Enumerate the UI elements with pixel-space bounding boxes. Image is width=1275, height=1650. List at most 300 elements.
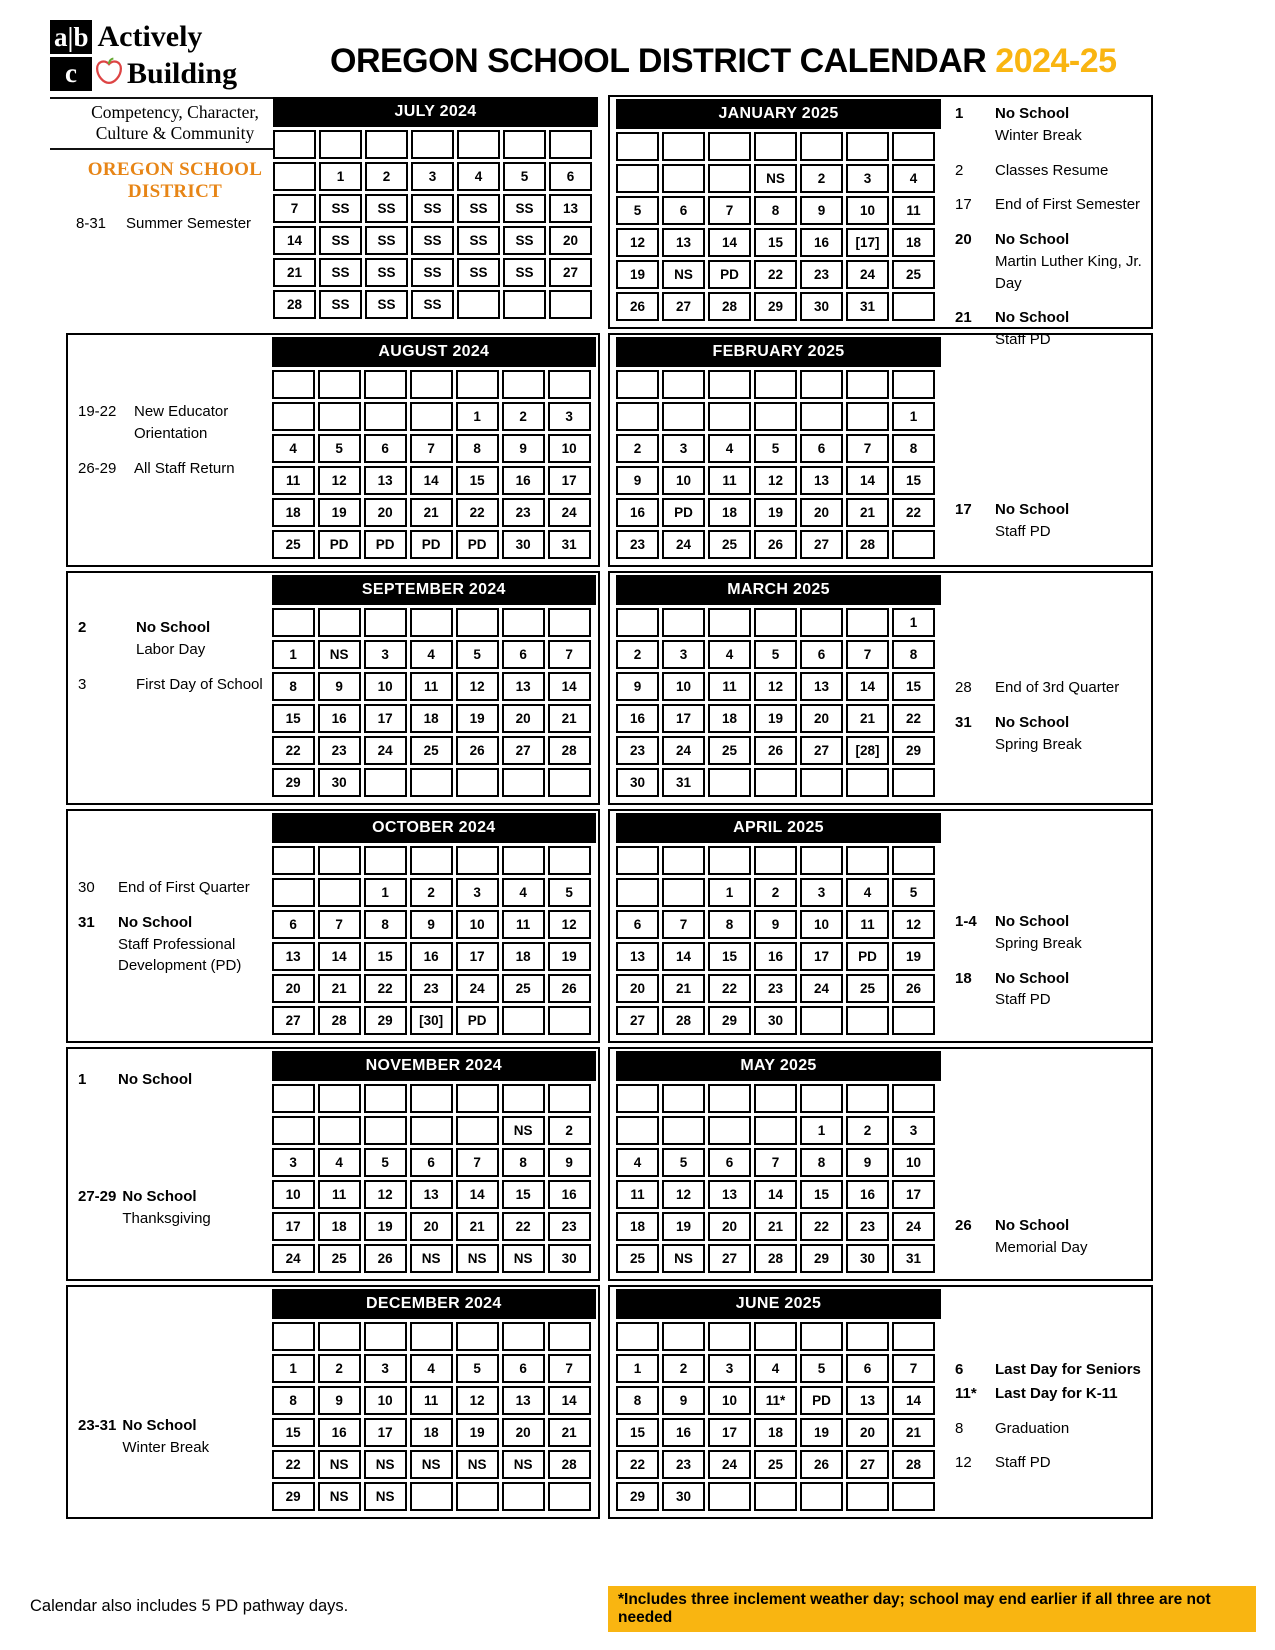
day-cell: 2 (318, 1354, 361, 1383)
day-cell: 5 (754, 640, 797, 669)
note-line: Martin Luther King, Jr. Day (995, 252, 1142, 292)
day-cell: 5 (364, 1148, 407, 1177)
note-line: Thanksgiving (122, 1209, 211, 1227)
day-cell (273, 162, 316, 191)
day-cell (662, 608, 705, 637)
day-cell: 6 (708, 1148, 751, 1177)
day-cell: 19 (456, 704, 499, 733)
month-title: FEBRUARY 2025 (616, 337, 941, 367)
week-row (272, 1006, 591, 1035)
day-cell: 6 (846, 1354, 889, 1383)
note-date: 8 (955, 1419, 964, 1437)
day-cell (800, 402, 843, 431)
note-text (995, 1359, 1141, 1381)
day-cell: 28 (754, 1244, 797, 1273)
month-grid (613, 1081, 938, 1276)
day-cell (503, 290, 546, 319)
month-title: NOVEMBER 2024 (272, 1051, 596, 1081)
day-cell (502, 1482, 545, 1511)
week-row (272, 402, 591, 431)
day-cell: 15 (892, 672, 935, 701)
month-title: SEPTEMBER 2024 (272, 575, 596, 605)
day-cell: 31 (548, 530, 591, 559)
day-cell (800, 132, 843, 161)
month-march (616, 575, 941, 803)
day-cell: 13 (502, 1386, 545, 1415)
day-cell: SS (365, 226, 408, 255)
day-cell: 19 (754, 704, 797, 733)
day-cell: 8 (754, 196, 797, 225)
note-text (134, 458, 235, 480)
week-row (616, 434, 935, 463)
day-cell: 19 (662, 1212, 705, 1241)
calendar-note (78, 458, 272, 480)
day-cell: PD (410, 530, 453, 559)
day-cell (616, 164, 659, 193)
day-cell (272, 878, 315, 907)
day-cell: 21 (846, 704, 889, 733)
day-cell: 8 (272, 672, 315, 701)
week-row (272, 434, 591, 463)
day-cell: 6 (800, 434, 843, 463)
day-cell: 6 (616, 910, 659, 939)
day-cell (616, 1084, 659, 1113)
day-cell: NS (502, 1244, 545, 1273)
day-cell (754, 132, 797, 161)
week-row (272, 1148, 591, 1177)
day-cell (456, 846, 499, 875)
note-date: 1 (955, 105, 964, 122)
note-text (136, 674, 263, 696)
day-cell: 21 (273, 258, 316, 287)
month-panel-november (66, 1047, 600, 1281)
day-cell (410, 1084, 453, 1113)
note-text (118, 912, 241, 977)
month-panel-february (608, 333, 1153, 567)
day-cell: 6 (662, 196, 705, 225)
week-row (616, 608, 935, 637)
week-row (272, 466, 591, 495)
month-title: APRIL 2025 (616, 813, 941, 843)
day-cell (754, 1482, 797, 1511)
day-cell: 4 (410, 1354, 453, 1383)
week-row (616, 132, 935, 161)
day-cell: SS (411, 226, 454, 255)
day-cell: PD (318, 530, 361, 559)
day-cell (364, 370, 407, 399)
day-cell: 29 (892, 736, 935, 765)
day-cell: 12 (456, 1386, 499, 1415)
day-cell (410, 768, 453, 797)
note-date: 26 (955, 1217, 972, 1234)
note-date: 6 (955, 1361, 964, 1378)
pathway-days-note: Calendar also includes 5 PD pathway days. (30, 1597, 349, 1615)
week-row (616, 974, 935, 1003)
day-cell: 20 (846, 1418, 889, 1447)
day-cell: 25 (318, 1244, 361, 1273)
day-cell: 14 (892, 1386, 935, 1415)
note-text (995, 499, 1069, 543)
logo-word-building: Building (127, 56, 238, 90)
month-title: JULY 2024 (273, 97, 598, 127)
week-row (273, 226, 592, 255)
day-cell: 27 (662, 292, 705, 321)
day-cell: 16 (616, 704, 659, 733)
week-row (272, 1354, 591, 1383)
day-cell: 20 (800, 498, 843, 527)
day-cell: 23 (662, 1450, 705, 1479)
day-cell: 9 (318, 672, 361, 701)
month-grid (269, 1081, 594, 1276)
day-cell: 8 (456, 434, 499, 463)
note-text (118, 877, 250, 899)
note-line: Graduation (995, 1419, 1070, 1437)
calendar-note (955, 160, 1151, 182)
day-cell: 22 (364, 974, 407, 1003)
day-cell: 13 (502, 672, 545, 701)
week-row (616, 1244, 935, 1273)
note-date: 1 (78, 1071, 87, 1088)
day-cell: 1 (616, 1354, 659, 1383)
day-cell: 28 (318, 1006, 361, 1035)
day-cell (272, 1116, 315, 1145)
day-cell: 11 (410, 1386, 453, 1415)
note-text (995, 103, 1082, 147)
day-cell: 3 (411, 162, 454, 191)
day-cell (548, 846, 591, 875)
day-cell (800, 608, 843, 637)
month-september (272, 575, 596, 803)
day-cell: 3 (662, 434, 705, 463)
day-cell: 4 (892, 164, 935, 193)
month-title: MAY 2025 (616, 1051, 941, 1081)
calendar-note (78, 1186, 272, 1230)
day-cell: 9 (662, 1386, 705, 1415)
week-row (616, 672, 935, 701)
day-cell: 20 (800, 704, 843, 733)
note-line: Last Day for K-11 (995, 1384, 1118, 1402)
note-text (126, 213, 251, 235)
month-notes (68, 335, 272, 565)
month-january (616, 99, 941, 327)
day-cell: 6 (502, 640, 545, 669)
note-line: Last Day for Seniors (995, 1361, 1141, 1378)
day-cell: 27 (708, 1244, 751, 1273)
day-cell: 29 (272, 768, 315, 797)
week-row (272, 704, 591, 733)
day-cell (319, 130, 362, 159)
day-cell: 26 (616, 292, 659, 321)
day-cell (410, 1482, 453, 1511)
day-cell: 1 (708, 878, 751, 907)
logo-letter-c: c (50, 57, 92, 91)
week-row (616, 1354, 935, 1383)
day-cell: 19 (548, 942, 591, 971)
day-cell: 8 (892, 640, 935, 669)
day-cell: 8 (502, 1148, 545, 1177)
month-notes (941, 573, 1151, 803)
day-cell: 11* (754, 1386, 797, 1415)
day-cell (616, 846, 659, 875)
day-cell: 26 (754, 530, 797, 559)
note-text (136, 617, 210, 661)
note-line: End of First Quarter (118, 879, 250, 896)
month-notes (68, 573, 272, 803)
day-cell (846, 1482, 889, 1511)
day-cell: 22 (892, 498, 935, 527)
week-row (272, 1322, 591, 1351)
day-cell: NS (364, 1482, 407, 1511)
month-june (616, 1289, 941, 1517)
day-cell: 7 (846, 640, 889, 669)
note-date: 11* (955, 1384, 977, 1402)
day-cell (846, 608, 889, 637)
day-cell: 24 (708, 1450, 751, 1479)
note-line: Summer Semester (126, 215, 252, 232)
day-cell: 20 (364, 498, 407, 527)
day-cell: PD (456, 530, 499, 559)
day-cell: 2 (800, 164, 843, 193)
note-line: Labor Day (136, 640, 206, 658)
day-cell (800, 1084, 843, 1113)
day-cell: SS (457, 226, 500, 255)
day-cell: 30 (754, 1006, 797, 1035)
day-cell: SS (503, 258, 546, 287)
month-grid (613, 129, 938, 324)
day-cell: 15 (892, 466, 935, 495)
month-grid (269, 1319, 594, 1514)
day-cell: 10 (456, 910, 499, 939)
month-grid (269, 367, 594, 562)
day-cell (754, 402, 797, 431)
week-row (272, 1116, 591, 1145)
day-cell: 26 (364, 1244, 407, 1273)
logo-line-1 (50, 20, 300, 54)
day-cell: 12 (364, 1180, 407, 1209)
day-cell: 20 (410, 1212, 453, 1241)
day-cell (616, 878, 659, 907)
month-october (272, 813, 596, 1041)
day-cell: 7 (318, 910, 361, 939)
note-text (995, 1452, 1051, 1474)
day-cell: 30 (318, 768, 361, 797)
day-cell: 3 (800, 878, 843, 907)
day-cell (365, 130, 408, 159)
day-cell (892, 1084, 935, 1113)
day-cell: 7 (273, 194, 316, 223)
day-cell: 11 (892, 196, 935, 225)
note-line: Classes Resume (995, 161, 1109, 179)
day-cell: 24 (800, 974, 843, 1003)
note-date: 31 (955, 713, 972, 731)
day-cell: 10 (364, 672, 407, 701)
day-cell (892, 768, 935, 797)
month-notes (941, 335, 1151, 565)
calendar-note (955, 712, 1151, 756)
day-cell (502, 1006, 545, 1035)
day-cell (708, 846, 751, 875)
day-cell (800, 846, 843, 875)
day-cell: 17 (272, 1212, 315, 1241)
week-row (273, 130, 592, 159)
day-cell: 4 (410, 640, 453, 669)
day-cell: 14 (273, 226, 316, 255)
calendar-note (955, 194, 1151, 216)
day-cell (846, 370, 889, 399)
month-panel-december (66, 1285, 600, 1519)
month-grid (613, 1319, 938, 1514)
page-title (330, 42, 1117, 81)
calendar-note (78, 1069, 272, 1091)
day-cell: 9 (616, 672, 659, 701)
month-grid (613, 605, 938, 800)
day-cell: NS (502, 1116, 545, 1145)
day-cell: SS (319, 226, 362, 255)
day-cell (272, 402, 315, 431)
day-cell (456, 1322, 499, 1351)
calendar-note (78, 912, 272, 977)
day-cell: 17 (456, 942, 499, 971)
day-cell: 24 (272, 1244, 315, 1273)
week-row (272, 1418, 591, 1447)
day-cell (273, 130, 316, 159)
day-cell: 22 (616, 1450, 659, 1479)
day-cell (456, 1482, 499, 1511)
tagline-line-1: Competency, Character, (91, 102, 259, 122)
note-line: No School (118, 1071, 193, 1088)
week-row (616, 1386, 935, 1415)
day-cell: 6 (364, 434, 407, 463)
note-text (122, 1415, 209, 1459)
day-cell: 18 (502, 942, 545, 971)
day-cell (548, 1322, 591, 1351)
note-date: 26-29 (78, 459, 117, 477)
day-cell: 14 (846, 672, 889, 701)
day-cell (502, 1084, 545, 1113)
day-cell: 17 (548, 466, 591, 495)
day-cell: 6 (502, 1354, 545, 1383)
day-cell: NS (318, 640, 361, 669)
week-row (272, 942, 591, 971)
day-cell: 23 (800, 260, 843, 289)
day-cell: 6 (549, 162, 592, 191)
day-cell: 25 (272, 530, 315, 559)
day-cell: 28 (273, 290, 316, 319)
day-cell: 2 (410, 878, 453, 907)
week-row (616, 466, 935, 495)
day-cell (272, 608, 315, 637)
day-cell (708, 1482, 751, 1511)
month-panel-june (608, 1285, 1153, 1519)
day-cell (892, 132, 935, 161)
calendar-rows (66, 95, 1153, 1523)
day-cell: 13 (846, 1386, 889, 1415)
day-cell (410, 608, 453, 637)
week-row (616, 942, 935, 971)
day-cell (456, 370, 499, 399)
day-cell: 25 (502, 974, 545, 1003)
day-cell (754, 1322, 797, 1351)
day-cell: 23 (754, 974, 797, 1003)
day-cell (548, 1084, 591, 1113)
day-cell: 22 (800, 1212, 843, 1241)
note-date: 19-22 (78, 403, 117, 420)
note-text (122, 1186, 210, 1230)
day-cell (548, 1006, 591, 1035)
note-line: Spring Break (995, 934, 1082, 952)
note-text (995, 968, 1069, 1012)
day-cell (846, 846, 889, 875)
day-cell: 16 (754, 942, 797, 971)
day-cell: SS (365, 258, 408, 287)
day-cell: 6 (272, 910, 315, 939)
month-row (66, 95, 1153, 348)
day-cell: 20 (616, 974, 659, 1003)
day-cell (548, 768, 591, 797)
note-text (995, 677, 1119, 699)
day-cell: 3 (364, 640, 407, 669)
calendar-note (955, 1359, 1151, 1381)
week-row (616, 370, 935, 399)
day-cell: 29 (616, 1482, 659, 1511)
day-cell: 30 (502, 530, 545, 559)
day-cell: 20 (708, 1212, 751, 1241)
day-cell: 24 (892, 1212, 935, 1241)
note-text (118, 1069, 192, 1091)
week-row (616, 768, 935, 797)
week-row (272, 974, 591, 1003)
day-cell: 23 (616, 736, 659, 765)
day-cell: 7 (548, 1354, 591, 1383)
day-cell: 17 (662, 704, 705, 733)
day-cell: 18 (318, 1212, 361, 1241)
day-cell: 11 (410, 672, 453, 701)
day-cell: 11 (708, 466, 751, 495)
day-cell: 21 (456, 1212, 499, 1241)
day-cell (272, 846, 315, 875)
note-date: 2 (78, 619, 87, 636)
day-cell (502, 370, 545, 399)
day-cell: 10 (662, 672, 705, 701)
day-cell: 10 (364, 1386, 407, 1415)
day-cell: 1 (319, 162, 362, 191)
day-cell: 8 (892, 434, 935, 463)
day-cell: 14 (318, 942, 361, 971)
day-cell: 16 (548, 1180, 591, 1209)
day-cell: 6 (800, 640, 843, 669)
day-cell: 28 (708, 292, 751, 321)
day-cell: 1 (272, 1354, 315, 1383)
day-cell: 11 (616, 1180, 659, 1209)
month-panel-march (608, 571, 1153, 805)
week-row (616, 228, 935, 257)
day-cell: 30 (662, 1482, 705, 1511)
day-cell (272, 1322, 315, 1351)
note-text (995, 911, 1082, 955)
note-line: End of 3rd Quarter (995, 679, 1120, 696)
week-row (272, 1244, 591, 1273)
day-cell (846, 768, 889, 797)
calendar-note (78, 674, 272, 696)
day-cell: 2 (548, 1116, 591, 1145)
week-row (272, 640, 591, 669)
day-cell (708, 1322, 751, 1351)
week-row (616, 498, 935, 527)
day-cell: 17 (892, 1180, 935, 1209)
month-notes (941, 811, 1151, 1041)
note-text (134, 401, 272, 445)
day-cell: 9 (410, 910, 453, 939)
